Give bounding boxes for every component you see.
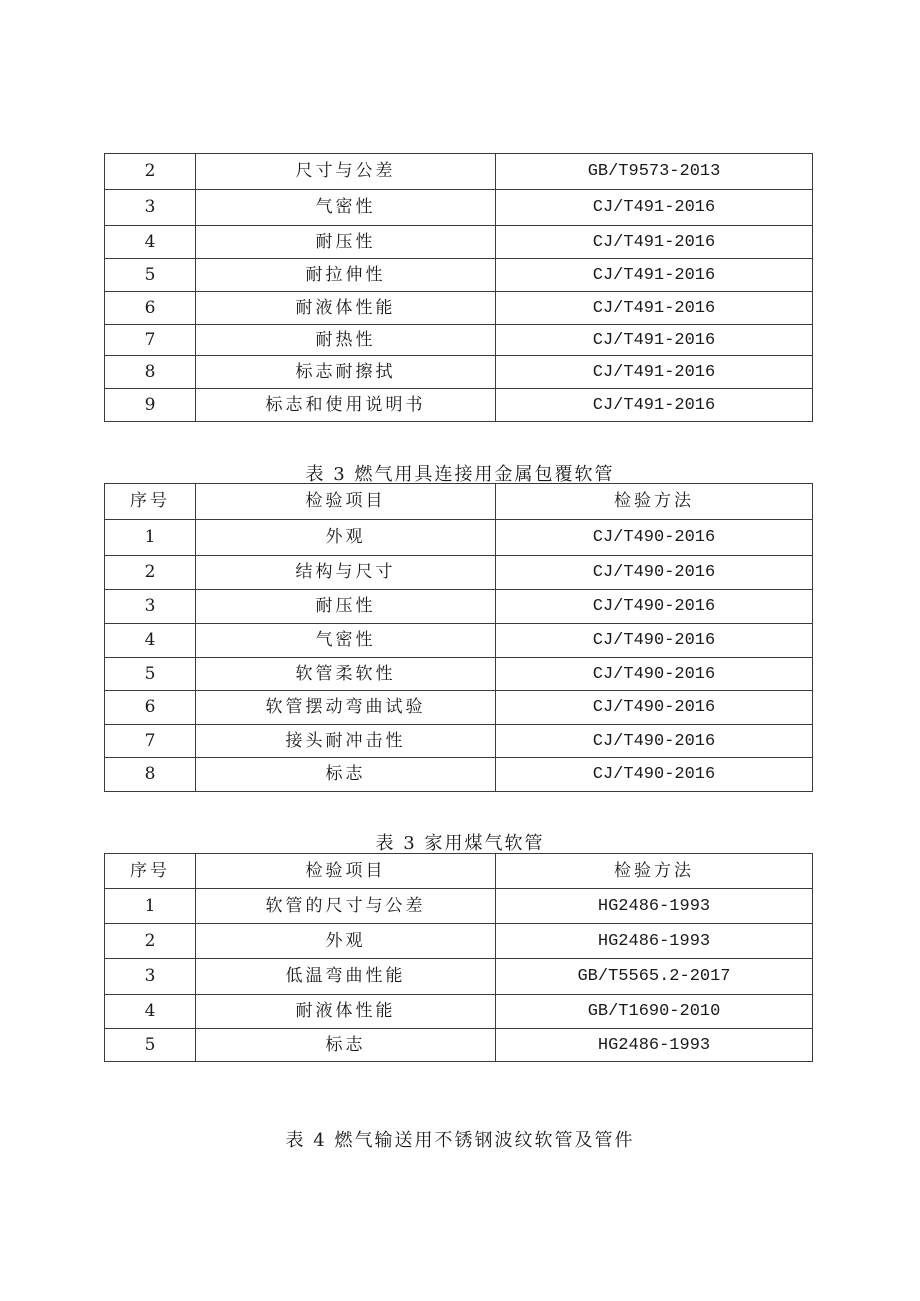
cell-no: 4 [105, 624, 196, 658]
table-row [105, 226, 813, 259]
cell-item: 耐液体性能 [196, 292, 496, 325]
cell-item: 尺寸与公差 [196, 154, 496, 190]
cell-no: 5 [105, 1029, 196, 1062]
cell-item: 耐拉伸性 [196, 259, 496, 292]
cell-item: 耐热性 [196, 325, 496, 356]
cell-item: 软管的尺寸与公差 [196, 889, 496, 924]
header-method: 检验方法 [496, 854, 813, 889]
cell-method: CJ/T491-2016 [496, 190, 813, 226]
table-2-caption: 表 3 燃气用具连接用金属包覆软管 [305, 464, 615, 485]
cell-method: CJ/T491-2016 [496, 292, 813, 325]
cell-method: CJ/T491-2016 [496, 325, 813, 356]
cell-no: 1 [105, 889, 196, 924]
cell-item: 气密性 [196, 624, 496, 658]
cell-no: 2 [105, 556, 196, 590]
table-header-row [105, 484, 813, 520]
table-row [105, 758, 813, 792]
cell-no: 7 [105, 725, 196, 758]
table-2 [104, 483, 813, 792]
header-no: 序号 [105, 854, 196, 889]
table-row [105, 889, 813, 924]
cell-no: 7 [105, 325, 196, 356]
table-3 [104, 853, 813, 1062]
cell-item: 外观 [196, 924, 496, 959]
header-method: 检验方法 [496, 484, 813, 520]
table-row [105, 1029, 813, 1062]
cell-method: CJ/T490-2016 [496, 725, 813, 758]
cell-item: 软管柔软性 [196, 658, 496, 691]
cell-no: 2 [105, 154, 196, 190]
cell-method: CJ/T490-2016 [496, 758, 813, 792]
cell-method: CJ/T491-2016 [496, 389, 813, 422]
cell-method: HG2486-1993 [496, 924, 813, 959]
table-row [105, 624, 813, 658]
table-row [105, 590, 813, 624]
table-4-caption: 表 4 燃气输送用不锈钢波纹软管及管件 [285, 1130, 635, 1151]
cell-method: CJ/T490-2016 [496, 520, 813, 556]
cell-no: 3 [105, 590, 196, 624]
header-item: 检验项目 [196, 854, 496, 889]
cell-item: 标志耐擦拭 [196, 356, 496, 389]
table-header-row [105, 854, 813, 889]
cell-no: 8 [105, 356, 196, 389]
cell-no: 6 [105, 292, 196, 325]
cell-method: CJ/T490-2016 [496, 658, 813, 691]
cell-item: 标志 [196, 758, 496, 792]
table-row [105, 658, 813, 691]
cell-item: 标志和使用说明书 [196, 389, 496, 422]
table-row [105, 154, 813, 190]
table-row [105, 389, 813, 422]
cell-method: GB/T1690-2010 [496, 995, 813, 1029]
cell-method: CJ/T490-2016 [496, 556, 813, 590]
cell-no: 4 [105, 995, 196, 1029]
cell-no: 5 [105, 259, 196, 292]
table-row [105, 995, 813, 1029]
cell-item: 气密性 [196, 190, 496, 226]
cell-item: 低温弯曲性能 [196, 959, 496, 995]
table-1-continued [104, 153, 813, 422]
cell-no: 6 [105, 691, 196, 725]
table-row [105, 556, 813, 590]
cell-item: 软管摆动弯曲试验 [196, 691, 496, 725]
table-row [105, 959, 813, 995]
cell-no: 9 [105, 389, 196, 422]
cell-item: 接头耐冲击性 [196, 725, 496, 758]
cell-no: 4 [105, 226, 196, 259]
table-row [105, 190, 813, 226]
table-row [105, 924, 813, 959]
table-3-caption: 表 3 家用煤气软管 [375, 833, 545, 854]
cell-method: CJ/T490-2016 [496, 691, 813, 725]
table-row [105, 325, 813, 356]
table-row [105, 520, 813, 556]
table-row [105, 691, 813, 725]
cell-item: 耐压性 [196, 226, 496, 259]
table-row [105, 356, 813, 389]
cell-method: CJ/T490-2016 [496, 590, 813, 624]
cell-method: CJ/T491-2016 [496, 226, 813, 259]
cell-item: 耐液体性能 [196, 995, 496, 1029]
cell-method: CJ/T491-2016 [496, 356, 813, 389]
table-row [105, 259, 813, 292]
cell-no: 2 [105, 924, 196, 959]
cell-no: 8 [105, 758, 196, 792]
cell-item: 耐压性 [196, 590, 496, 624]
header-item: 检验项目 [196, 484, 496, 520]
cell-method: HG2486-1993 [496, 1029, 813, 1062]
cell-item: 外观 [196, 520, 496, 556]
table-row [105, 292, 813, 325]
cell-method: GB/T9573-2013 [496, 154, 813, 190]
table-row [105, 725, 813, 758]
cell-no: 3 [105, 959, 196, 995]
cell-method: HG2486-1993 [496, 889, 813, 924]
cell-method: GB/T5565.2-2017 [496, 959, 813, 995]
cell-no: 3 [105, 190, 196, 226]
header-no: 序号 [105, 484, 196, 520]
cell-item: 结构与尺寸 [196, 556, 496, 590]
cell-item: 标志 [196, 1029, 496, 1062]
cell-method: CJ/T490-2016 [496, 624, 813, 658]
cell-method: CJ/T491-2016 [496, 259, 813, 292]
cell-no: 5 [105, 658, 196, 691]
cell-no: 1 [105, 520, 196, 556]
